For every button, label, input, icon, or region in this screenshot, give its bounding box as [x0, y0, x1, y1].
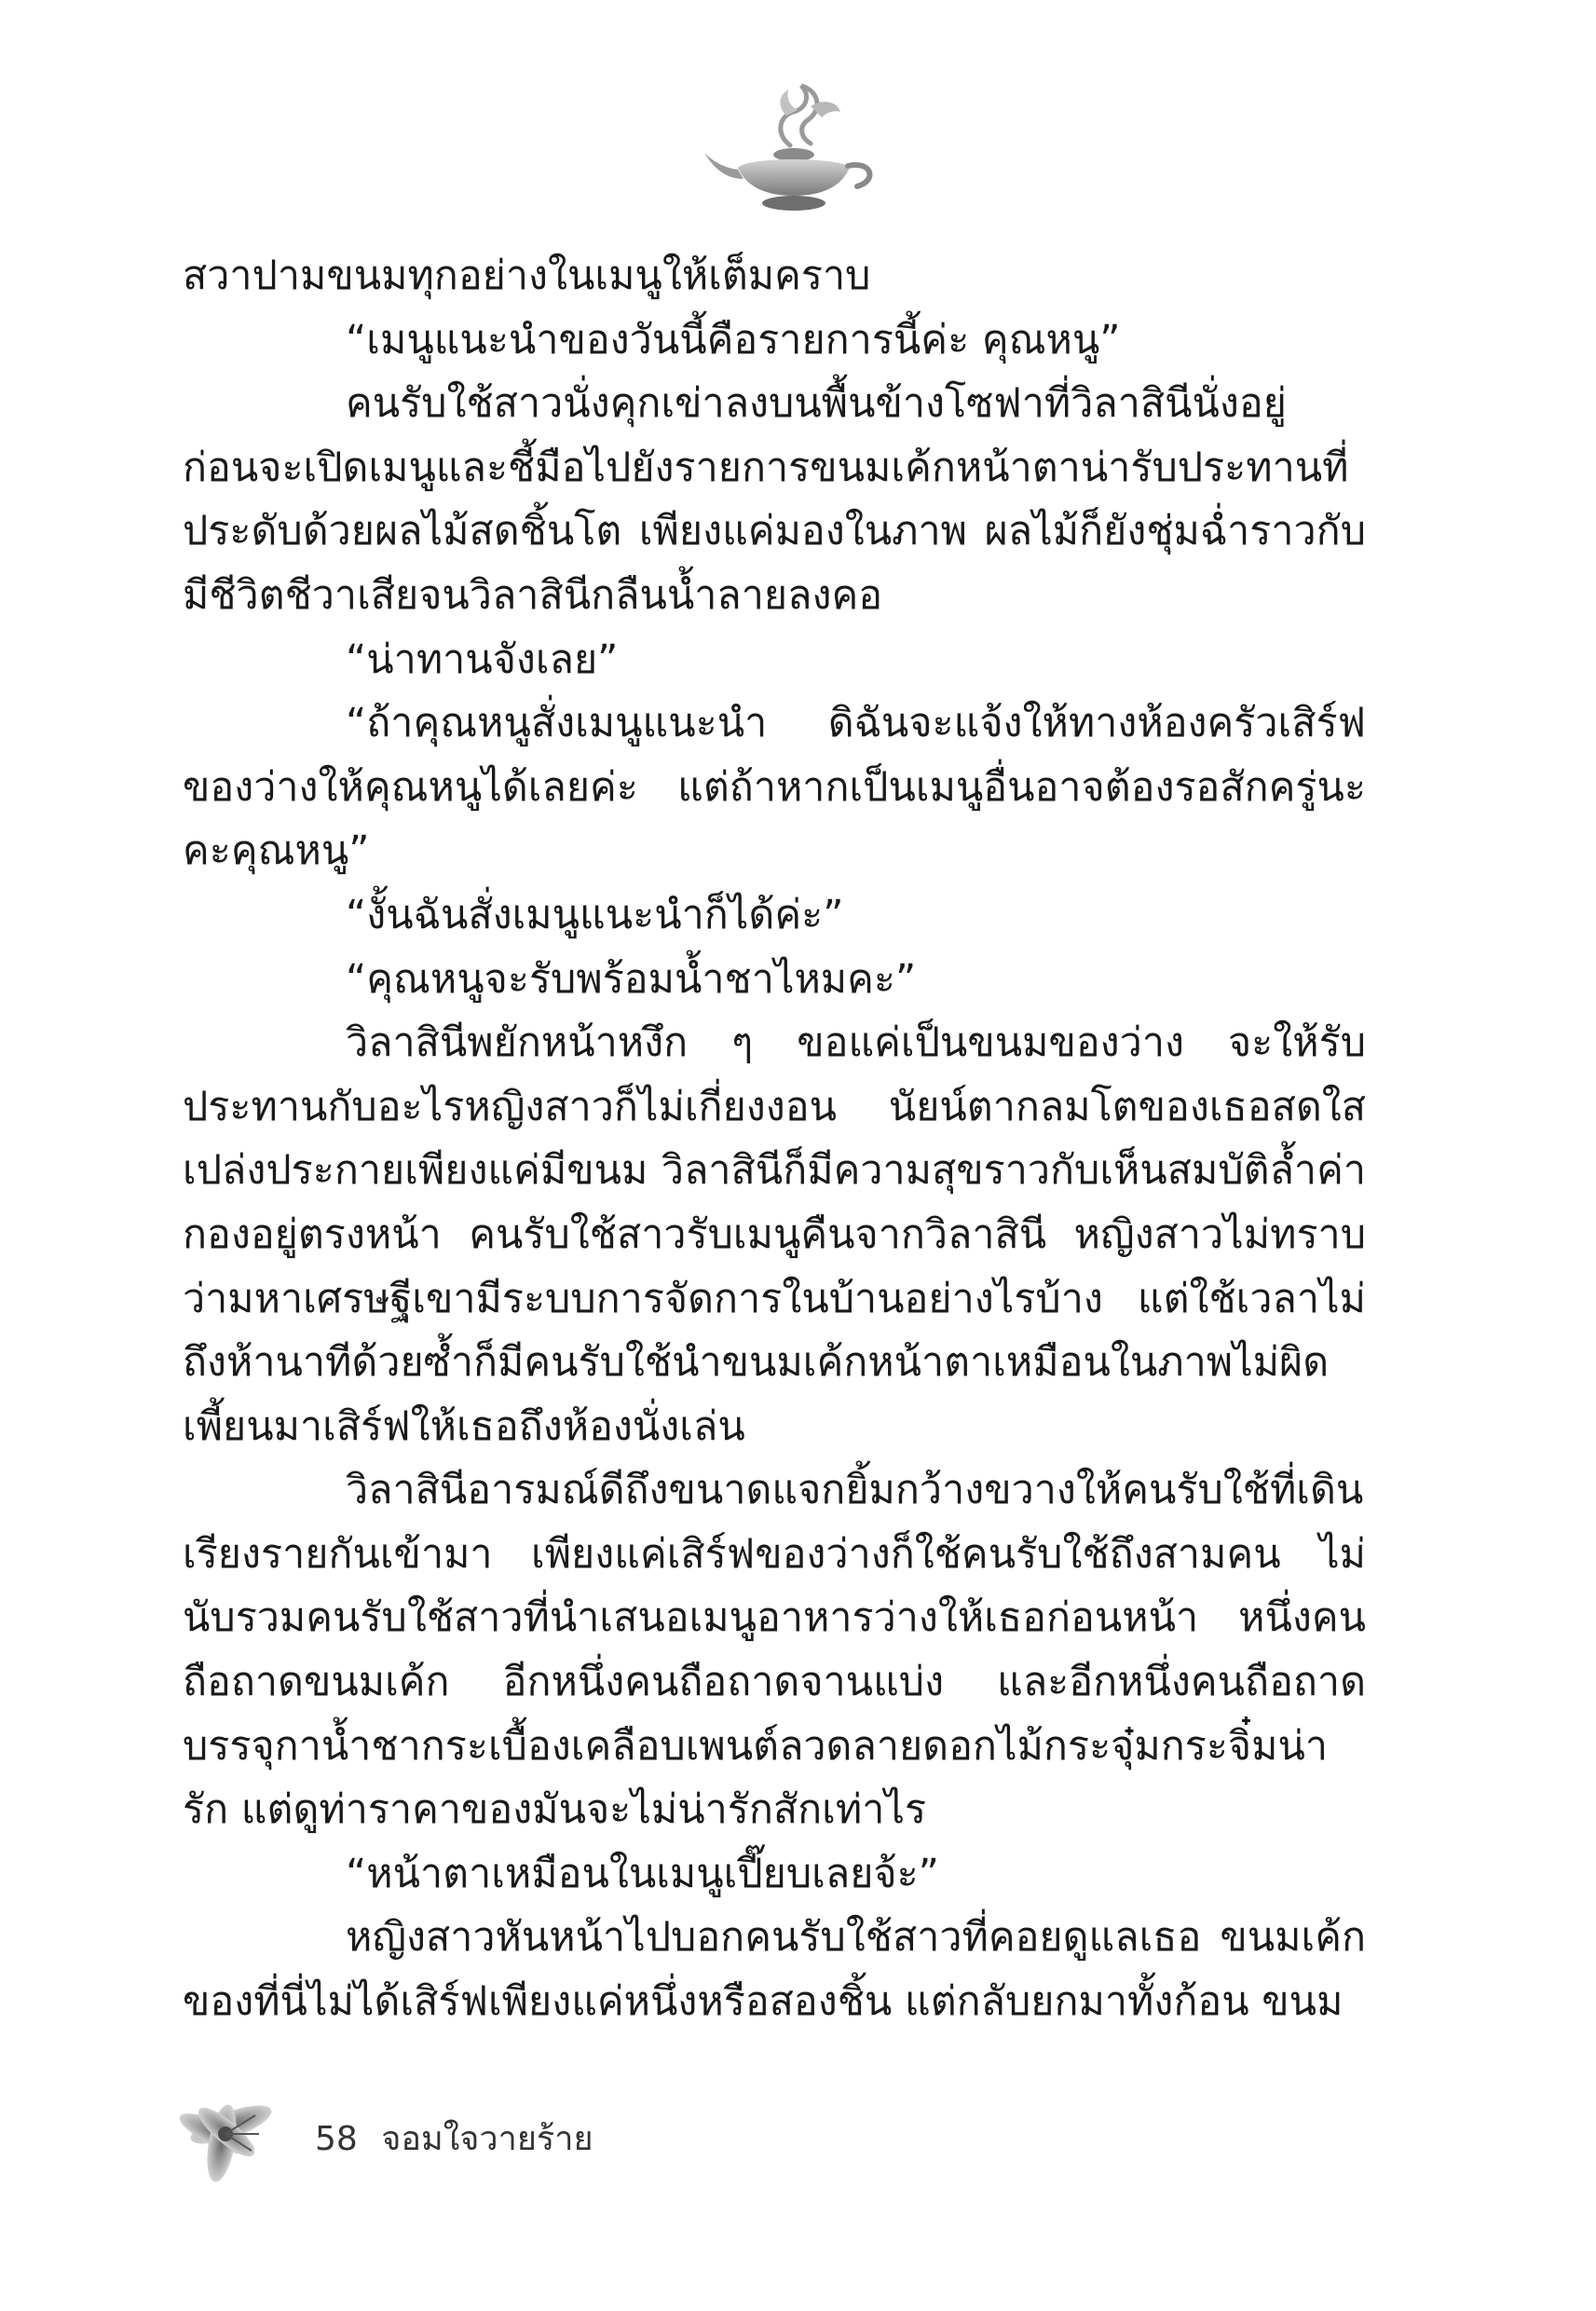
paragraph: “คุณหนูจะรับพร้อมน้ำชาไหมคะ”	[346, 955, 917, 1003]
paragraph: “เมนูแนะนำของวันนี้คือรายการนี้ค่ะ คุณหนู”	[346, 316, 1121, 363]
page-footer	[166, 2078, 725, 2199]
book-title: จอมใจวายร้าย	[381, 2120, 593, 2158]
paragraph: “งั้นฉันสั่งเมนูแนะนำก็ได้ค่ะ”	[346, 891, 844, 938]
paragraph: “ถ้าคุณหนูสั่งเมนูแนะนำ ดิฉันจะแจ้งให้ทางห้องครัวเสิร์ฟของว่างให้คุณหนูได้เลยค่ะ แต่ถ้าหากเป็นเมนูอื่นอาจต้องรอสักครู่นะคะคุณหนู”	[183, 700, 1366, 875]
page-number: 58	[315, 2120, 358, 2158]
lily-flower-icon	[166, 2078, 287, 2190]
paragraph: “หน้าตาเหมือนในเมนูเปี๊ยบเลยจ้ะ”	[346, 1850, 939, 1897]
paragraph: วิลาสินีพยักหน้าหงึก ๆ ขอแค่เป็นขนมของว่าง จะให้รับประทานกับอะไรหญิงสาวก็ไม่เกี่ยงงอน นัยน์ตากลมโตของเธอสดใสเปล่งประกายเพียงแค่มีขนม วิลาสินีก็มีความสุขราวกับเห็นสมบัติล้ำค่ากองอยู่ตรงหน้า คนรับใช้สาวรับเมนูคืนจากวิลาสินี หญิงสาวไม่ทราบว่ามหาเศรษฐีเขามีระบบการจัดการในบ้านอย่างไรบ้าง แต่ใช้เวลาไม่ถึงห้านาทีด้วยซ้ำก็มีคนรับใช้นำขนมเค้กหน้าตาเหมือนในภาพไม่ผิดเพี้ยนมาเสิร์ฟให้เธอถึงห้องนั่งเล่น	[183, 1019, 1366, 1450]
body-text	[183, 244, 1366, 2034]
teapot-ornament-icon	[701, 78, 887, 218]
footer-text	[315, 2112, 593, 2165]
paragraph: “น่าทานจังเลย”	[346, 636, 619, 683]
paragraph: หญิงสาวหันหน้าไปบอกคนรับใช้สาวที่คอยดูแลเธอ ขนมเค้กของที่นี่ไม่ได้เสิร์ฟเพียงแค่หนึ่งหรือสองชิ้น แต่กลับยกมาทั้งก้อน ขนม	[183, 1914, 1366, 2026]
paragraph: วิลาสินีอารมณ์ดีถึงขนาดแจกยิ้มกว้างขวางให้คนรับใช้ที่เดินเรียงรายกันเข้ามา เพียงแค่เสิร์ฟของว่างก็ใช้คนรับใช้ถึงสามคน ไม่นับรวมคนรับใช้สาวที่นำเสนอเมนูอาหารว่างให้เธอก่อนหน้า หนึ่งคนถือถาดขนมเค้ก อีกหนึ่งคนถือถาดจานแบ่ง และอีกหนึ่งคนถือถาดบรรจุกาน้ำชากระเบื้องเคลือบเพนต์ลวดลายดอกไม้กระจุ๋มกระจิ๋มน่ารัก แต่ดูท่าราคาของมันจะไม่น่ารักสักเท่าไร	[183, 1467, 1366, 1834]
paragraph: สวาปามขนมทุกอย่างในเมนูให้เต็มคราบ	[183, 253, 871, 299]
paragraph: คนรับใช้สาวนั่งคุกเข่าลงบนพื้นข้างโซฟาที่วิลาสินีนั่งอยู่ ก่อนจะเปิดเมนูและชี้มือไปยังรายการขนมเค้กหน้าตาน่ารับประทานที่ประดับด้วยผลไม้สดชิ้นโต เพียงแค่มองในภาพ ผลไม้ก็ยังชุ่มฉ่ำราวกับมีชีวิตชีวาเสียจนวิลาสินีกลืนน้ำลายลงคอ	[183, 380, 1366, 619]
